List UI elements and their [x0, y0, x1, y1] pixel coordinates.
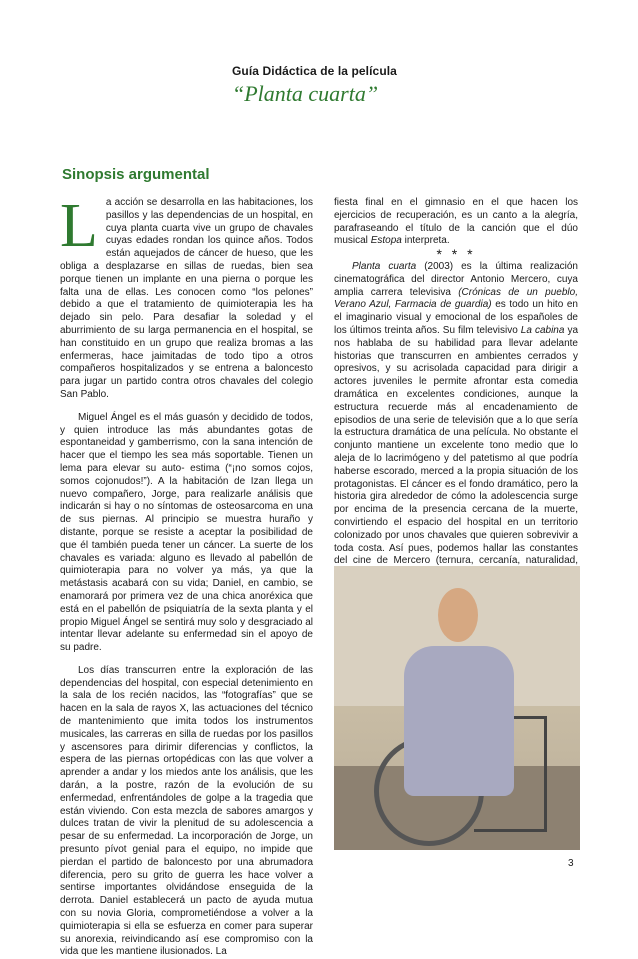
paragraph-4-end: interpreta.	[401, 235, 450, 247]
paragraph-2: Miguel Ángel es el más guasón y decidido de todos, y quien introduce las más abundantes gotas de espontaneidad y gamberrismo, con la sana intención de hacer que el tiempo les sea más soportable. Tienen un lema para elevar su auto- estima (“¡no somos cojos, somos cojonudos!”). A la habitación de Izan llega un nuevo compañero, Jorge, para realizarle análisis que indicarán si hay o no síntomas de osteosarcoma en una de sus piernas. Al principio se muestra huraño y distante, porque se resiste a aceptar la posibilidad de que él también pueda tener un cáncer. La suerte de los chavales es variada: alguno es llevado al pabellón de quimioterapia para no volver ya más, ya que la metástasis acabará con su vida; Daniel, en cambio, se enamorará por primera vez de una chica anoréxica que está en el pabellón de psiquiatría de la sexta planta y el propio Miguel Ángel se sentirá muy solo y desgraciado al intentar llevar adelante su enfermedad sin el apoyo de su padre.	[60, 411, 313, 654]
paragraph-4-text: fiesta final en el gimnasio en el que hacen los ejercicios de recuperación, es un canto a la alegría, parafraseando el título de la canción que el dúo musical	[334, 197, 578, 247]
guide-title: Guía Didáctica de la película	[232, 64, 397, 78]
page-header	[232, 64, 532, 108]
tv-film-name: La cabina	[520, 324, 565, 336]
boy-gown	[404, 646, 514, 796]
section-title: Sinopsis argumental	[62, 166, 210, 183]
paragraph-5-text: (2003) es la última realización cinematográfica del director Antonio Mercero, cuya amplia carrera televisiva	[334, 260, 578, 298]
paragraph-5	[334, 261, 578, 607]
right-column	[334, 197, 578, 607]
drop-cap: L	[60, 192, 98, 260]
left-column	[60, 192, 313, 959]
band-name: Estopa	[370, 235, 402, 247]
paragraph-3: Los días transcurren entre la exploración de las dependencias del hospital, con especial detenimiento en la sala de los recién nacidos, las “fotografías” que se hacen en la sala de rayos X, las actuaciones del técnico de mantenimiento que imita todos los instrumentos musicales, las carreras en silla de ruedas por los pasillos y ascensores para dirimir diferencias y conflictos, la espera de las piernas ortopédicas con las que volver a aprender a andar y los miedos ante los análisis, que les darán, a la postre, razón de la evolución de su enfermedad, enfrentándoles de golpe a la tragedia que están viviendo. Con esta mezcla de sabores amargos y dulces tratan de vivir la plenitud de su adolescencia a pesar de su enfermedad. La incorporación de Jorge, un presunto pívot genial para el equipo, no impide que pierdan el partido de baloncesto por una abrumadora diferencia, pero su grito de guerra les hace volver a sentirse importantes olvidándose enseguida de la derrota. Daniel establecerá un pacto de ayuda mutua con su novia Gloria, comprometiéndose a volver a la quimioterapia si ella se esfuerza en comer para superar su anorexia, reivindicando así ese compromiso con la vida que les mantiene ilusionados. La	[60, 664, 313, 958]
section-separator: * * *	[436, 246, 476, 263]
paragraph-1-text: a acción se desarrolla en las habitaciones, los pasillos y las dependencias de un hospital, en cuya planta cuarta vive un grupo de chavales cuyas edades rondan los quince años. Todos están aquejados de cáncer de hueso, que les obliga a desplazarse en sillas de ruedas, bien sea porque tienen un implante en una pierna o porque les falta una de ellas. Les conocen como “los pelones” debido a que el tratamiento de quimioterapia les ha dejado sin pelo. Para desafiar la soledad y el aburrimiento de su larga permanencia en el hospital, se han constituido en un grupo que realiza bromas a las enfermeras, hace jaimitadas de todo tipo a otros compañeros hospitalizados y se entrena a baloncesto para jugar un partido contra otros chavales del colegio San Pablo.	[60, 197, 313, 400]
paragraph-5-end: ya nos hablaba de su habilidad para llevar adelante historias que transcurren en ambientes cerrados y opresivos, y su acrisolada capacidad para dirigir a actores juveniles le permite afrontar esta comedia dramática en excelentes condiciones, aunque la estructura recuerde más al encadenamiento de episodios de una serie de televisión que a lo que sería la estructura dramática de una película. No obstante el conjunto mantiene un excelente tono medio que lo aleja de lo lacrimógeno y del patetismo al que podría haberse escorado, merced a la propia situación de los protagonistas. El cáncer es el fondo dramático, pero la historia gira alrededor de cómo la adolescencia surge por encima de la presencia cercana de la muerte, convirtiendo el espacio del hospital en un territorio colonizado por unos chavales que quieren sobrevivir a toda costa. Así pues, podemos hallar las constantes del cine de Mercero (ternura, cercanía, naturalidad,	[334, 324, 579, 567]
paragraph-5-mid: es todo un hito en el imaginario visual y emocional de los españoles de los últimos treinta años. Su film televisivo	[334, 299, 578, 336]
boy-head	[438, 588, 478, 642]
film-title: “Planta cuarta”	[232, 81, 379, 106]
tv-series-list: (Crónicas de un pueblo, Verano Azul, Farmacia de guardia)	[334, 286, 578, 311]
paragraph-1	[60, 192, 313, 402]
film-name: Planta cuarta	[352, 260, 417, 272]
page-number: 3	[568, 858, 574, 869]
film-still-photo	[334, 566, 580, 850]
paragraph-4	[334, 197, 578, 248]
